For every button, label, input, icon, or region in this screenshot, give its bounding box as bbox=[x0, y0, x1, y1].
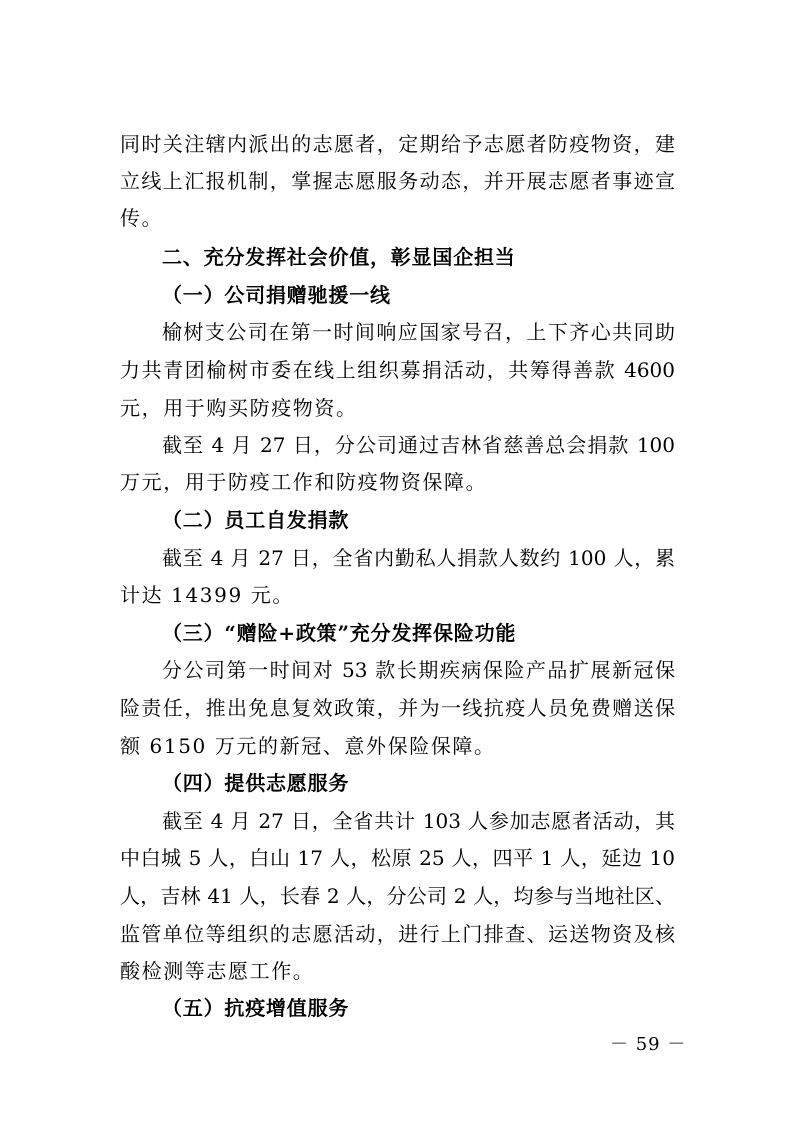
paragraph-line: 截至 4 月 27 日，分公司通过吉林省慈善总会捐款 100 bbox=[162, 433, 675, 457]
subsection-heading: （一）公司捐赠驰援一线 bbox=[162, 283, 391, 307]
paragraph-line: 中白城 5 人，白山 17 人，松原 25 人，四平 1 人，延边 10 bbox=[120, 846, 675, 870]
paragraph-line: 同时关注辖内派出的志愿者，定期给予志愿者防疫物资，建 bbox=[120, 132, 675, 156]
paragraph-line: 人，吉林 41 人，长春 2 人，分公司 2 人，均参与当地社区、 bbox=[120, 884, 675, 908]
subsection-heading: （二）员工自发捐款 bbox=[162, 508, 350, 532]
paragraph-line: 传。 bbox=[120, 206, 164, 230]
paragraph-line: 监管单位等组织的志愿活动，进行上门排查、运送物资及核 bbox=[120, 922, 675, 946]
paragraph-line: 截至 4 月 27 日，全省内勤私人捐款人数约 100 人，累 bbox=[162, 546, 675, 570]
subsection-heading: （四）提供志愿服务 bbox=[162, 771, 350, 795]
paragraph-line: 榆树支公司在第一时间响应国家号召，上下齐心共同助 bbox=[162, 320, 675, 344]
subsection-heading: （三）“赠险+政策”充分发挥保险功能 bbox=[162, 621, 517, 645]
paragraph-line: 截至 4 月 27 日，全省共计 103 人参加志愿者活动，其 bbox=[162, 809, 675, 833]
paragraph-line: 酸检测等志愿工作。 bbox=[120, 959, 315, 983]
paragraph-line: 立线上汇报机制，掌握志愿服务动态，并开展志愿者事迹宣 bbox=[120, 169, 675, 193]
paragraph-line: 额 6150 万元的新冠、意外保险保障。 bbox=[120, 734, 496, 758]
section-heading: 二、充分发挥社会价值，彰显国企担当 bbox=[162, 245, 516, 269]
paragraph-line: 险责任，推出免息复效政策，并为一线抗疫人员免费赠送保 bbox=[120, 696, 675, 720]
paragraph-line: 分公司第一时间对 53 款长期疾病保险产品扩展新冠保 bbox=[162, 658, 675, 682]
paragraph-line: 力共青团榆树市委在线上组织募捐活动，共筹得善款 4600 bbox=[120, 358, 675, 382]
paragraph-line: 元，用于购买防疫物资。 bbox=[120, 396, 358, 420]
page-number: － 59 － bbox=[610, 1034, 687, 1055]
paragraph-line: 万元，用于防疫工作和防疫物资保障。 bbox=[120, 470, 488, 494]
subsection-heading: （五）抗疫增值服务 bbox=[162, 996, 350, 1020]
paragraph-line: 计达 14399 元。 bbox=[120, 583, 294, 607]
